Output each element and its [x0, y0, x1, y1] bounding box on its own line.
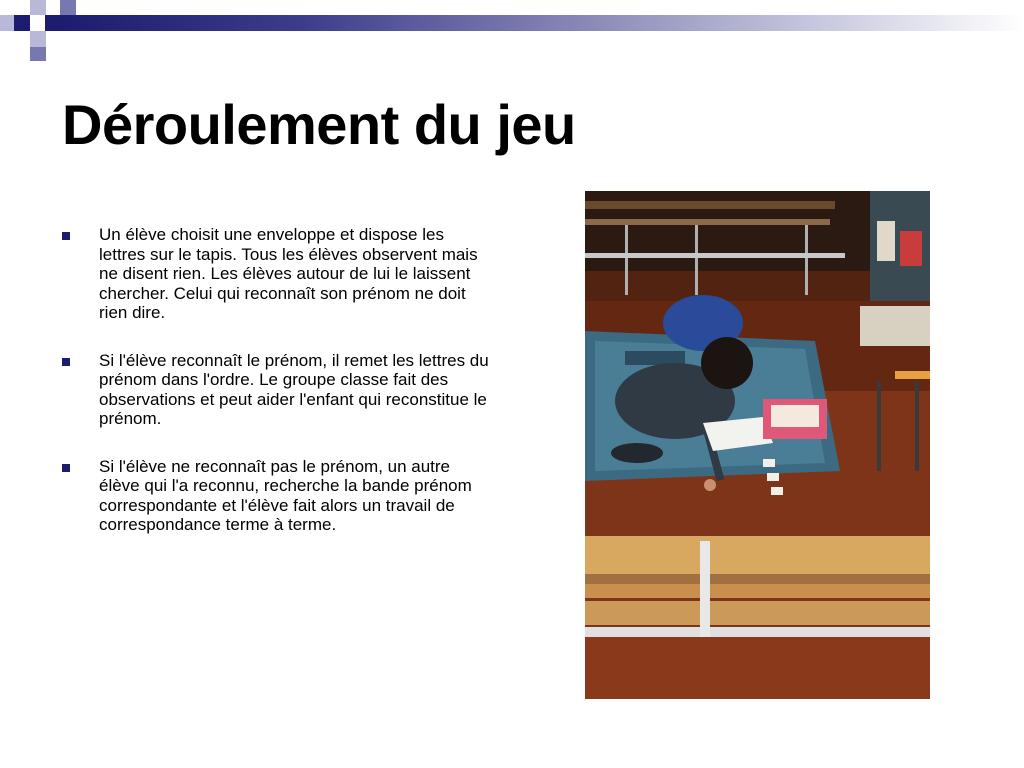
header-square-mid [60, 0, 76, 15]
square-bullet-icon [62, 358, 70, 366]
bullet-list [62, 225, 494, 563]
slide-title: Déroulement du jeu [62, 93, 576, 156]
header-gradient-bar [60, 15, 1024, 31]
header-square-light [30, 0, 46, 15]
bullet-item [62, 351, 494, 429]
bullet-item [62, 457, 494, 535]
header-square-dark [45, 15, 61, 31]
square-bullet-icon [62, 232, 70, 240]
header-square-dark [14, 15, 30, 31]
bullet-text: Si l'élève ne reconnaît pas le prénom, un autre élève qui l'a reconnu, recherche la bande prénom correspondante et l'élève fait alors un travail de correspondance terme à terme. [99, 456, 472, 534]
bullet-text: Un élève choisit une enveloppe et dispose les lettres sur le tapis. Tous les élèves observent mais ne disent rien. Les élèves autour de lui le laissent chercher. Celui qui reconnaît son prénom ne doit rien dire. [99, 225, 478, 322]
header-square-light [0, 15, 14, 31]
header-square-light [30, 31, 46, 47]
classroom-photo [585, 191, 930, 699]
square-bullet-icon [62, 464, 70, 472]
bullet-item [62, 225, 494, 323]
bullet-text: Si l'élève reconnaît le prénom, il remet les lettres du prénom dans l'ordre. Le groupe classe fait des observations et peut aider l'enfant qui reconstitue le prénom. [99, 350, 489, 428]
header-square-mid [30, 47, 46, 61]
